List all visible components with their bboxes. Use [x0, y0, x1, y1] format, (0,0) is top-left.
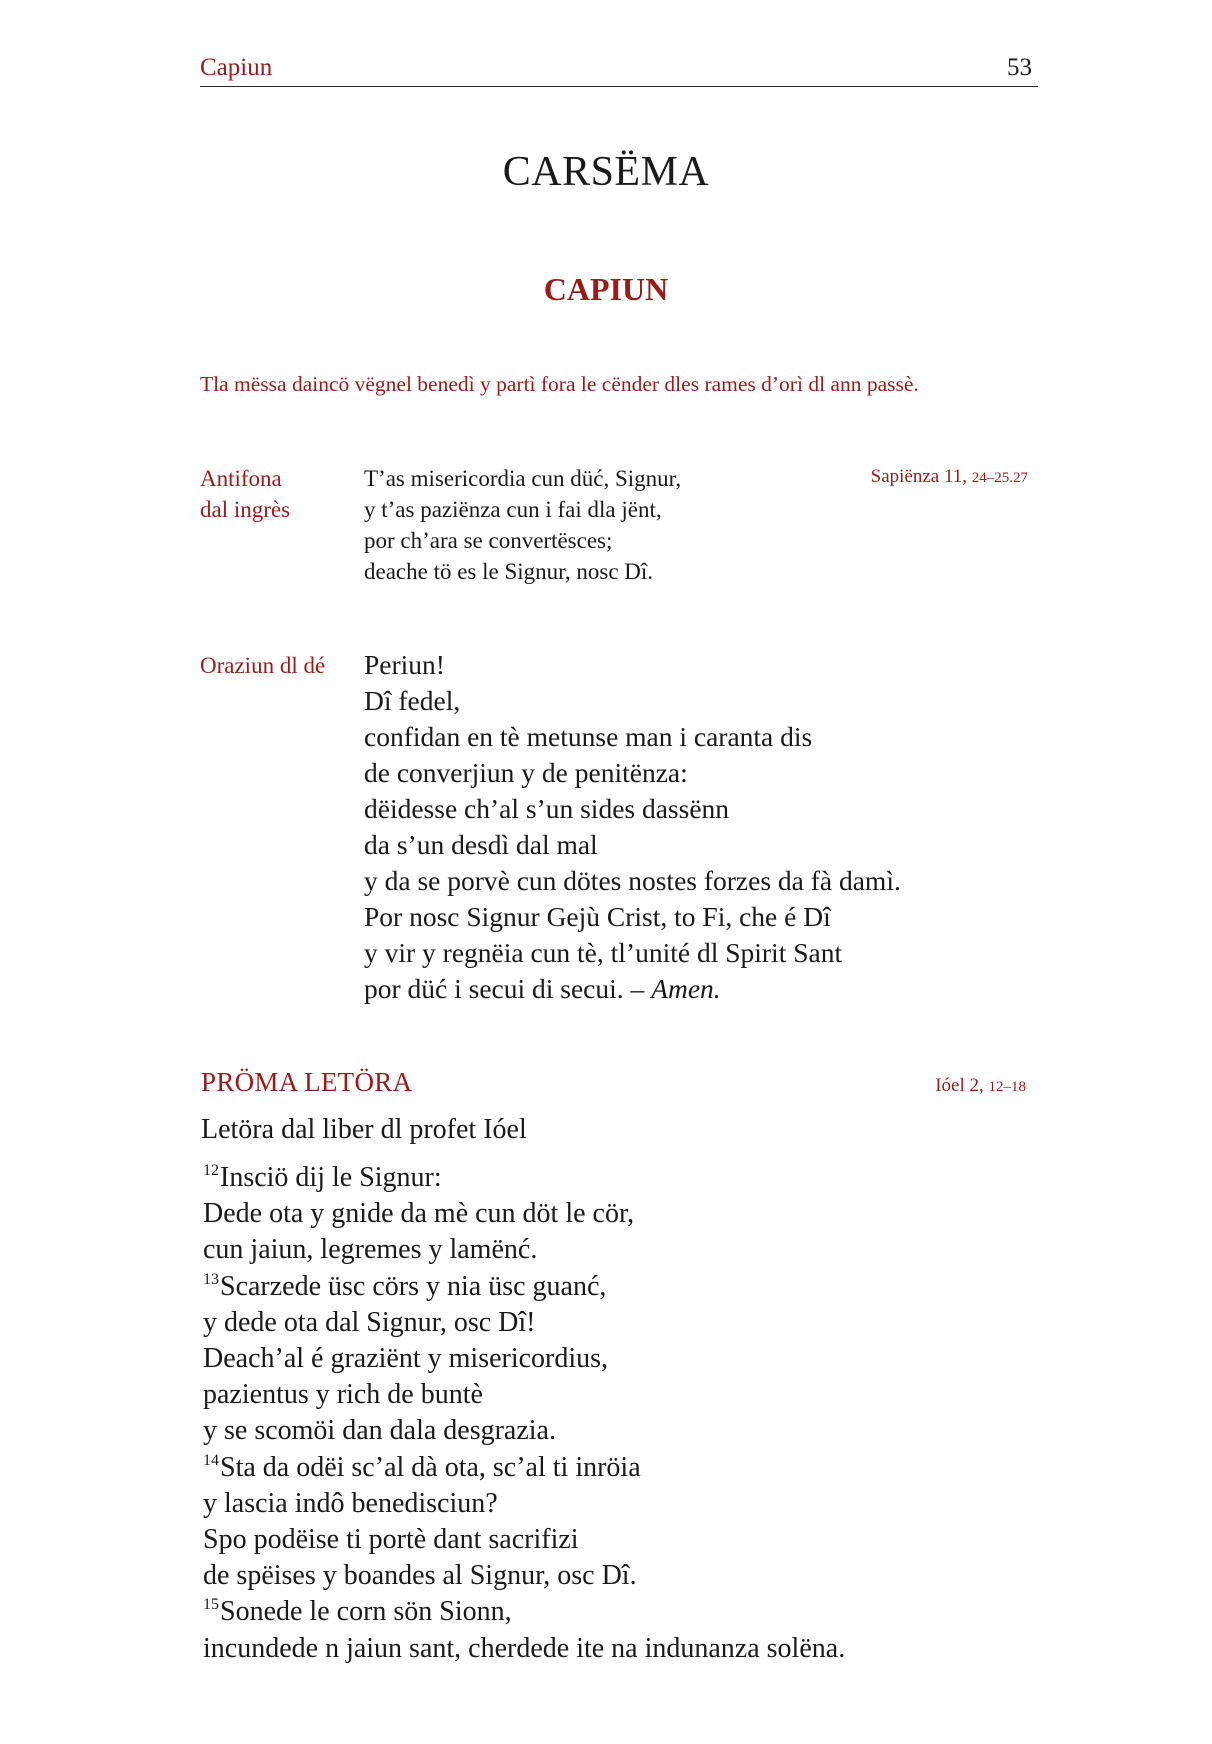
verse-number: 14 — [203, 1451, 219, 1469]
reading-line — [203, 1594, 845, 1630]
prayer-text — [364, 647, 901, 1007]
antiphon-label-line1: Antifona — [200, 466, 282, 491]
verse-text: Insciö dij le Signur: — [220, 1162, 442, 1193]
verse-number: 13 — [203, 1270, 219, 1288]
prayer-line: dëidesse ch’al s’un sides dassënn — [364, 793, 730, 824]
reading-line — [203, 1160, 845, 1196]
reading-line — [203, 1305, 845, 1341]
antiphon-ref-book: Sapiënza 11, — [870, 466, 967, 487]
reading-title: PRÖMA LETÖRA — [201, 1067, 413, 1097]
day-title: CAPIUN — [543, 271, 669, 307]
prayer-amen: Amen. — [651, 973, 721, 1004]
prayer-line: de converjiun y de penitënza: — [364, 757, 688, 788]
reading-line — [203, 1232, 845, 1268]
reading-line — [203, 1196, 845, 1232]
verse-text: Scarzede üsc cörs y nia üsc guanć, — [220, 1270, 607, 1302]
reading-line — [203, 1558, 845, 1594]
verse-text: pazientus y rich de buntè — [203, 1379, 483, 1411]
antiphon-ref-verses: 24–25.27 — [971, 470, 1028, 486]
running-head-section: Capiun — [200, 54, 273, 81]
verse-text: Deach’al é graziënt y misericordius, — [203, 1343, 609, 1375]
verse-text: Spo podëise ti portè dant sacrifizi — [203, 1524, 579, 1556]
verse-text: de spëises y boandes al Signur, osc Dî. — [203, 1560, 637, 1592]
prayer-line: da s’un desdì dal mal — [364, 829, 598, 860]
reading-line — [203, 1522, 845, 1558]
reading-ref-verses: 12–18 — [988, 1079, 1026, 1095]
reading-line — [203, 1413, 845, 1449]
prayer-line: Periun! — [364, 649, 445, 680]
prayer-line: confidan en tè metunse man i caranta dis — [364, 721, 813, 752]
verse-number: 12 — [203, 1162, 219, 1179]
verse-text: Dede ota y gnide da mè cun döt le cör, — [203, 1198, 635, 1230]
reading-text — [203, 1160, 845, 1667]
verse-text: Sta da odëi sc’al dà ota, sc’al ti inröia — [220, 1451, 641, 1483]
reading-intro: Letöra dal liber dl profet Ióel — [201, 1114, 527, 1145]
reading-line — [203, 1377, 845, 1413]
verse-text: cun jaiun, legremes y lamënć. — [203, 1234, 538, 1266]
running-head — [200, 54, 1038, 87]
reading-line — [203, 1486, 845, 1522]
antiphon-label — [200, 463, 290, 525]
antiphon-reference — [871, 466, 1028, 488]
season-title: CARSËMA — [502, 149, 710, 195]
reading-line — [203, 1631, 845, 1667]
reading-reference — [935, 1075, 1026, 1097]
prayer-line: Dî fedel, — [364, 685, 461, 716]
prayer-line — [364, 971, 901, 1007]
prayer-last-line-text: por düć i secui di secui. – — [364, 973, 645, 1004]
verse-text: Sonede le corn sön Sionn, — [220, 1596, 512, 1628]
verse-text: y lascia indô benedisciun? — [203, 1487, 498, 1519]
rubric: Tla mëssa daincö vëgnel benedì y partì fora le cënder dles rames d’orì dl ann passè. — [200, 372, 919, 396]
reading-line — [203, 1450, 845, 1486]
verse-text: y dede ota dal Signur, osc Dî! — [203, 1306, 536, 1338]
prayer-line: y da se porvè cun dötes nostes forzes da fà damì. — [364, 865, 901, 896]
antiphon-line: deache tö es le Signur, nosc Dî. — [364, 559, 654, 584]
antiphon-line: por ch’ara se convertësces; — [364, 528, 613, 553]
verse-text: incundede n jaiun sant, cherdede ite na indunanza solëna. — [203, 1632, 846, 1664]
verse-number: 15 — [203, 1596, 219, 1614]
antiphon-line: y t’as paziënza cun i fai dla jënt, — [364, 497, 662, 522]
page-number: 53 — [1007, 54, 1032, 81]
reading-ref-book: Ióel 2, — [935, 1075, 984, 1096]
antiphon-line: T’as misericordia cun düć, Signur, — [364, 466, 682, 491]
prayer-line: Por nosc Signur Gejù Crist, to Fi, che é Dî — [364, 901, 831, 932]
prayer-label: Oraziun dl dé — [200, 653, 326, 678]
antiphon-text — [364, 463, 681, 587]
prayer-line: y vir y regnëia cun tè, tl’unité dl Spirit Sant — [364, 937, 843, 968]
antiphon-label-line2: dal ingrès — [200, 497, 291, 522]
reading-line — [203, 1269, 845, 1305]
reading-line — [203, 1341, 845, 1377]
verse-text: y se scomöi dan dala desgrazia. — [203, 1415, 556, 1447]
